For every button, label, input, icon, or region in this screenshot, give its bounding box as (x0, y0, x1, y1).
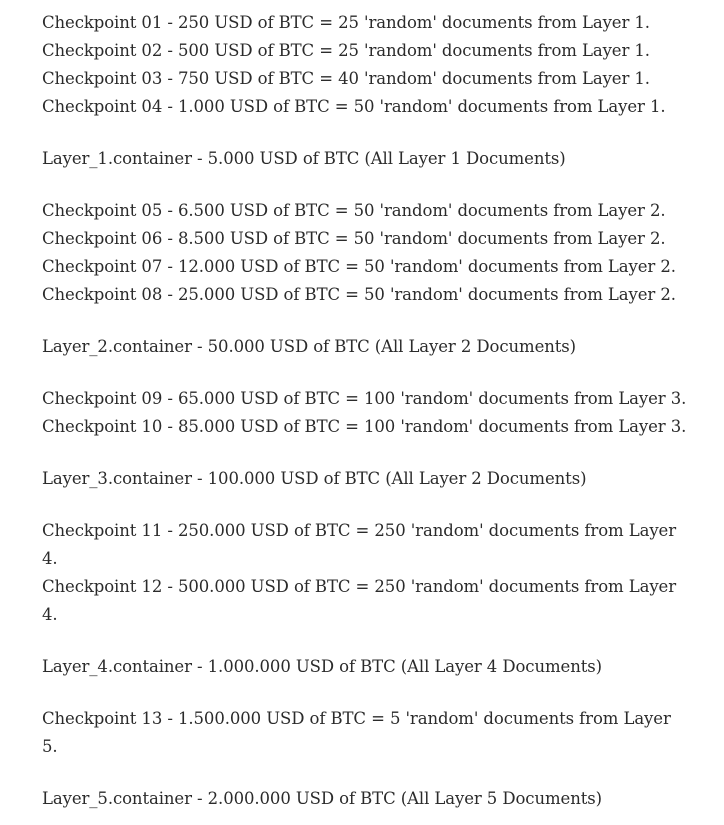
checkpoint-06-line: Checkpoint 06 - 8.500 USD of BTC = 50 'random' documents from Layer 2. (42, 229, 666, 248)
checkpoint-08-line: Checkpoint 08 - 25.000 USD of BTC = 50 'random' documents from Layer 2. (42, 285, 676, 304)
checkpoint-05-line: Checkpoint 05 - 6.500 USD of BTC = 50 'random' documents from Layer 2. (42, 201, 666, 220)
checkpoint-10-line: Checkpoint 10 - 85.000 USD of BTC = 100 'random' documents from Layer 3. (42, 417, 687, 436)
paragraph-layer-1-checkpoints (42, 9, 690, 121)
checkpoint-13-line: Checkpoint 13 - 1.500.000 USD of BTC = 5 'random' documents from Layer 5. (42, 709, 671, 756)
layer-4-container-line: Layer_4.container - 1.000.000 USD of BTC (All Layer 4 Documents) (42, 657, 602, 676)
checkpoint-01-line: Checkpoint 01 - 250 USD of BTC = 25 'random' documents from Layer 1. (42, 13, 650, 32)
checkpoint-11-line: Checkpoint 11 - 250.000 USD of BTC = 250 'random' documents from Layer 4. (42, 521, 676, 568)
checkpoint-09-line: Checkpoint 09 - 65.000 USD of BTC = 100 'random' documents from Layer 3. (42, 389, 687, 408)
checkpoint-03-line: Checkpoint 03 - 750 USD of BTC = 40 'random' documents from Layer 1. (42, 69, 650, 88)
paragraph-layer-2-container (42, 333, 690, 361)
checkpoint-07-line: Checkpoint 07 - 12.000 USD of BTC = 50 'random' documents from Layer 2. (42, 257, 676, 276)
paragraph-layer-2-checkpoints (42, 197, 690, 309)
paragraph-layer-3-checkpoints (42, 385, 690, 441)
checkpoint-12-line: Checkpoint 12 - 500.000 USD of BTC = 250 'random' documents from Layer 4. (42, 577, 676, 624)
checkpoint-02-line: Checkpoint 02 - 500 USD of BTC = 25 'random' documents from Layer 1. (42, 41, 650, 60)
document-body (42, 9, 690, 813)
layer-5-container-line: Layer_5.container - 2.000.000 USD of BTC (All Layer 5 Documents) (42, 789, 602, 808)
paragraph-layer-5-checkpoints (42, 705, 690, 761)
paragraph-layer-4-checkpoints (42, 517, 690, 629)
paragraph-layer-1-container (42, 145, 690, 173)
paragraph-layer-5-container (42, 785, 690, 813)
layer-2-container-line: Layer_2.container - 50.000 USD of BTC (All Layer 2 Documents) (42, 337, 577, 356)
layer-3-container-line: Layer_3.container - 100.000 USD of BTC (All Layer 2 Documents) (42, 469, 587, 488)
paragraph-layer-4-container (42, 653, 690, 681)
layer-1-container-line: Layer_1.container - 5.000 USD of BTC (All Layer 1 Documents) (42, 149, 566, 168)
paragraph-layer-3-container (42, 465, 690, 493)
checkpoint-04-line: Checkpoint 04 - 1.000 USD of BTC = 50 'random' documents from Layer 1. (42, 97, 666, 116)
